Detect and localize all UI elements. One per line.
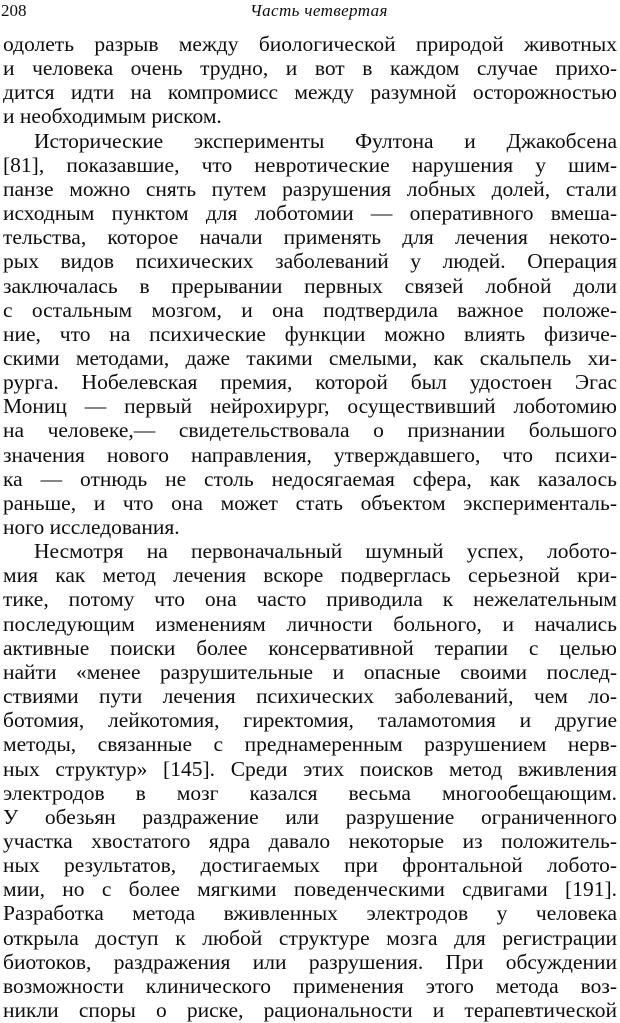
text-line: участка хвостатого ядра давало некоторые из положитель-	[3, 828, 617, 853]
text-line: ного исследования.	[3, 515, 180, 539]
text-line: У обезьян раздражение или разрушение ограниченного	[3, 804, 617, 829]
text-line: раньше, и что она может стать объектом эксперименталь-	[3, 490, 617, 515]
text-line: активные поиски более консервативной терапии с целью	[3, 635, 617, 660]
text-line: [81], показавшие, что невротические нарушения у шим-	[3, 152, 617, 177]
text-line: тельства, которое начали применять для лечения некото-	[3, 225, 617, 250]
text-line: Исторические эксперименты Фултона и Джакобсена	[34, 128, 617, 153]
text-line: возможности клинического применения этого метода воз-	[3, 973, 617, 998]
text-line: последующим изменениям личности больного, и начались	[3, 611, 617, 636]
text-line: заключалась в прерывании первных связей лобной доли	[3, 273, 617, 298]
text-line: рых видов психических заболеваний у людей. Операция	[3, 249, 617, 274]
text-line: скими методами, даже такими смелыми, как скальпель хи-	[3, 345, 617, 370]
text-line: мия как метод лечения вскоре подверглась серьезной кри-	[3, 563, 617, 588]
text-line: значения нового направления, утверждавшего, что психи-	[3, 442, 617, 467]
text-line: биотоков, раздражения или разрушения. При обсуждении	[3, 949, 617, 974]
text-line: тике, потому что она часто приводила к нежелательным	[3, 587, 617, 612]
text-line: ных структур» [145]. Среди этих поисков метод вживления	[3, 756, 617, 781]
page-number: 208	[1, 1, 27, 20]
text-line: ние, что на психические функции можно влиять физиче-	[3, 321, 617, 346]
text-line: и человека очень трудно, и вот в каждом случае прихо-	[3, 56, 617, 81]
text-line: ствиями пути лечения психических заболеваний, чем ло-	[3, 684, 617, 708]
text-line: никли споры о риске, рациональности и терапевтической	[3, 998, 617, 1022]
text-line: ных результатов, достигаемых при фронтальной лобото-	[3, 853, 617, 878]
text-line: исходным пунктом для лоботомии — оперативного вмеша-	[3, 201, 617, 225]
text-line: на человеке,— свидетельствовала о признании большого	[3, 418, 617, 443]
text-line: Разработка метода вживленных электродов у человека	[3, 901, 617, 926]
text-line: ка — отнюдь не столь недосягаемая сфера, как казалось	[3, 466, 617, 491]
text-line: с остальным мозгом, и она подтвердила важное положе-	[3, 297, 617, 322]
text-line: одолеть разрыв между биологической природой животных	[3, 32, 617, 56]
text-line: и необходимым риском.	[3, 104, 222, 129]
running-head: Часть четвертая	[250, 1, 388, 20]
text-line: дится идти на компромисс между разумной осторожностью	[3, 80, 617, 105]
text-line: мии, но с более мягкими поведенческими сдвигами [191].	[3, 877, 617, 902]
text-line: найти «менее разрушительные и опасные своими послед-	[3, 659, 617, 684]
text-line: рурга. Нобелевская премия, которой был удостоен Эгас	[3, 370, 617, 395]
text-line: электродов в мозг казался весьма многообещающим.	[3, 780, 617, 805]
text-line: Мониц — первый нейрохирург, осуществивший лоботомию	[3, 394, 617, 419]
text-line: ботомия, лейкотомия, гиректомия, таламотомия и другие	[3, 708, 617, 733]
page-header	[0, 0, 620, 30]
text-line: открыла доступ к любой структуре мозга для регистрации	[3, 925, 617, 950]
text-line: методы, связанные с преднамеренным разрушением нерв-	[3, 732, 617, 757]
text-line: Несмотря на первоначальный шумный успех, лобото-	[34, 539, 617, 564]
text-line: панзе можно снять путем разрушения лобных долей, стали	[3, 176, 617, 201]
